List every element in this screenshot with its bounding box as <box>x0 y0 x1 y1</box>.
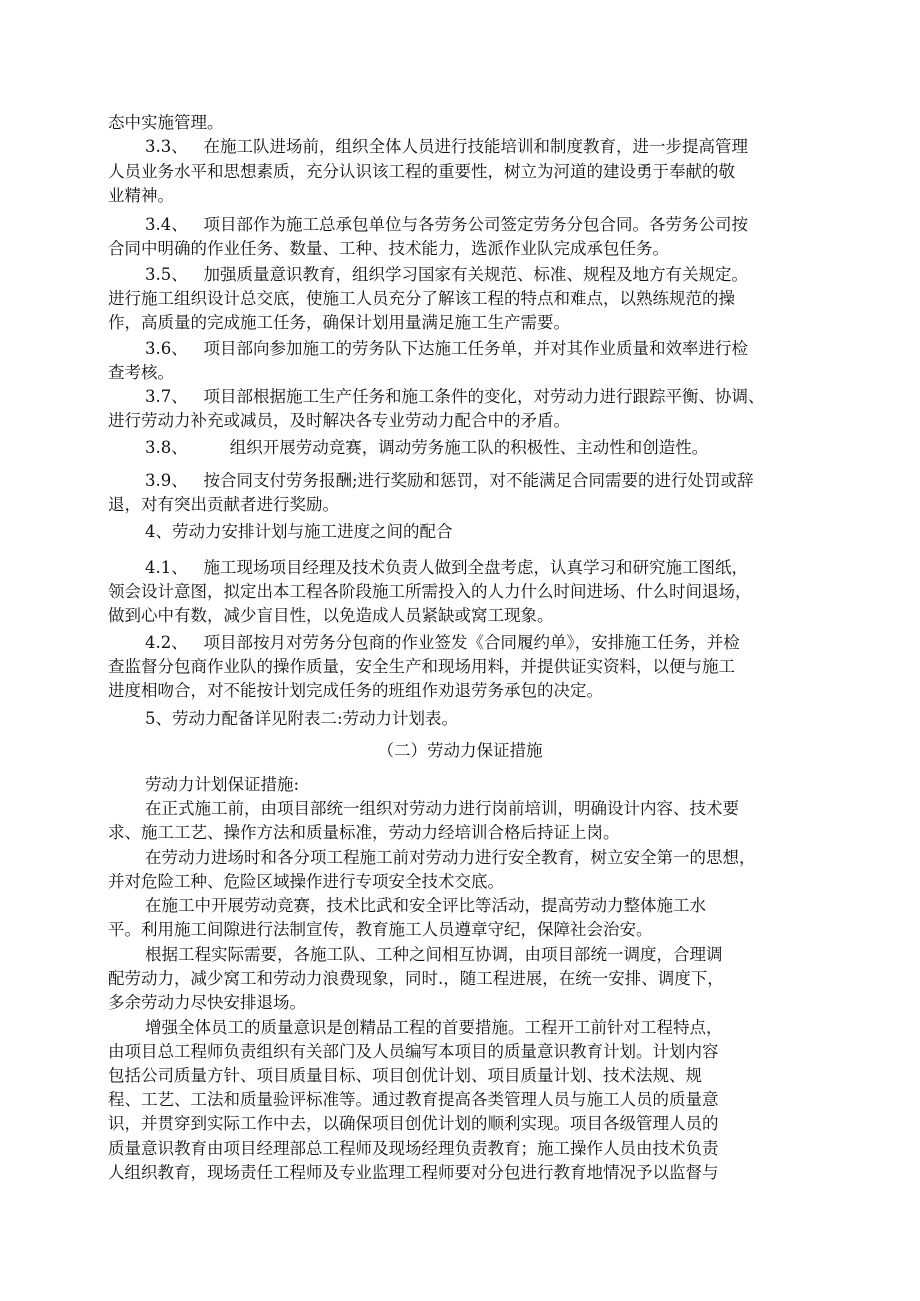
text-line: 进度相吻合，对不能按计划完成任务的班组作劝退劳务承包的决定。 <box>108 681 603 700</box>
text-line: 3.7、 项目部根据施工生产任务和施工条件的变化，对劳动力进行跟踪平衡、协调、 <box>145 387 765 406</box>
text-line: 查监督分包商作业队的操作质量，安全生产和现场用料，并提供证实资料，以便与施工 <box>108 657 735 676</box>
text-line: 进行劳动力补充或减员，及时解决各专业劳动力配合中的矛盾。 <box>108 411 570 430</box>
text-line: 退，对有突出贡献者进行奖励。 <box>108 495 339 514</box>
text-line: 领会设计意图，拟定出本工程各阶段施工所需投入的人力什么时间进场、什么时间退场， <box>108 582 752 601</box>
text-line: 在施工中开展劳动竞赛，技术比武和安全评比等活动，提高劳动力整体施工水 <box>145 896 706 915</box>
text-line: 3.5、 加强质量意识教育，组织学习国家有关规范、标准、规程及地方有关规定。 <box>145 265 748 284</box>
subsection-title: （二）劳动力保证措施 <box>377 741 543 760</box>
text-line: 业精神。 <box>108 186 174 205</box>
text-line: 态中实施管理。 <box>108 113 224 132</box>
text-line: 识，并贯穿到实际工作中去，以确保项目创优计划的顺利实现。项目各级管理人员的 <box>108 1114 719 1133</box>
text-line: 增强全体员工的质量意识是创精品工程的首要措施。工程开工前针对工程特点， <box>145 1018 723 1037</box>
text-line: 查考核。 <box>108 363 174 382</box>
text-line: 人组织教育，现场责任工程师及专业监理工程师要对分包进行教育地情况予以监督与 <box>108 1163 719 1182</box>
text-line: 在劳动力进场时和各分项工程施工前对劳动力进行安全教育，树立安全第一的思想， <box>145 848 756 867</box>
text-line: 3.6、 项目部向参加施工的劳务队下达施工任务单，并对其作业质量和效率进行检 <box>145 339 748 358</box>
text-line: 配劳动力，减少窝工和劳动力浪费现象，同时.，随工程进展，在统一安排、调度下， <box>108 969 724 988</box>
text-line: 平。利用施工间隙进行法制宣传，教育施工人员遵章守纪，保障社会治安。 <box>108 920 653 939</box>
text-line: 劳动力计划保证措施: <box>145 775 300 794</box>
text-line: 由项目总工程师负责组织有关部门及人员编写本项目的质量意识教育计划。计划内容 <box>108 1042 719 1061</box>
text-line: 进行施工组织设计总交底，使施工人员充分了解该工程的特点和难点，以熟练规范的操 <box>108 289 735 308</box>
text-line: 根据工程实际需要，各施工队、工种之间相互协调，由项目部统一调度，合理调 <box>145 945 723 964</box>
text-line: 3.8、 组织开展劳动竞赛，调动劳务施工队的积极性、主动性和创造性。 <box>145 438 709 457</box>
text-line: 作，高质量的完成施工任务，确保计划用量满足施工生产需要。 <box>108 313 570 332</box>
section-heading: 4、劳动力安排计划与施工进度之间的配合 <box>145 522 453 541</box>
text-line: 做到心中有数，减少盲目性，以免造成人员紧缺或窝工现象。 <box>108 606 554 625</box>
text-line: 合同中明确的作业任务、数量、工种、技术能力，选派作业队完成承包任务。 <box>108 239 669 258</box>
text-line: 在正式施工前，由项目部统一组织对劳动力进行岗前培训，明确设计内容、技术要 <box>145 799 739 818</box>
text-line: 并对危险工种、危险区域操作进行专项安全技术交底。 <box>108 872 504 891</box>
text-line: 质量意识教育由项目经理部总工程师及现场经理负责教育；施工操作人员由技术负责 <box>108 1139 719 1158</box>
text-line: 4.1、 施工现场项目经理及技术负责人做到全盘考虑，认真学习和研究施工图纸， <box>145 558 748 577</box>
text-line: 程、工艺、工法和质量验评标准等。通过教育提高各类管理人员与施工人员的质量意 <box>108 1090 719 1109</box>
text-line: 包括公司质量方针、项目质量目标、项目创优计划、项目质量计划、技术法规、规 <box>108 1066 702 1085</box>
text-line: 求、施工工艺、操作方法和质量标准，劳动力经培训合格后持证上岗。 <box>108 823 620 842</box>
text-line: 人员业务水平和思想素质，充分认识该工程的重要性，树立为河道的建设勇于奉献的敬 <box>108 162 735 181</box>
section-heading: 5、劳动力配备详见附表二:劳动力计划表。 <box>145 709 459 728</box>
text-line: 3.3、 在施工队进场前，组织全体人员进行技能培训和制度教育，进一步提高管理 <box>145 137 748 156</box>
text-line: 3.9、 按合同支付劳务报酬;进行奖励和惩罚，对不能满足合同需要的进行处罚或辞 <box>145 471 754 490</box>
text-line: 4.2、 项目部按月对劳务分包商的作业签发《合同履约单》，安排施工任务，并检 <box>145 633 740 652</box>
text-line: 多余劳动力尽快安排退场。 <box>108 993 306 1012</box>
text-line: 3.4、 项目部作为施工总承包单位与各劳务公司签定劳务分包合同。各劳务公司按 <box>145 215 748 234</box>
